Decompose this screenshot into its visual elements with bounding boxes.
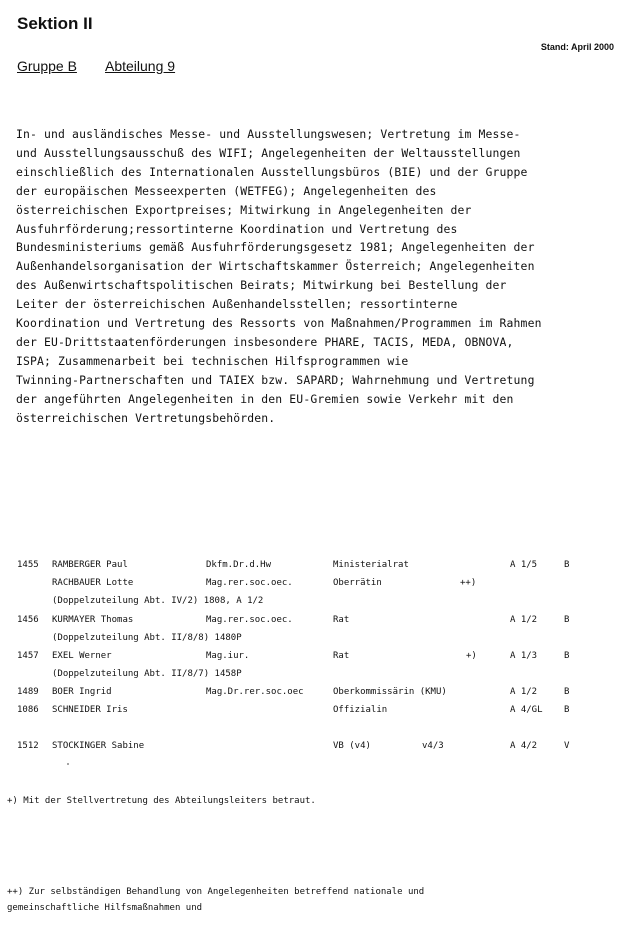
footnote-line: gemeinschaftliche Hilfsmaßnahmen und [7,903,203,913]
staff-code: V [564,741,570,751]
status-date: Stand: April 2000 [540,42,614,52]
staff-function: Oberkommissärin (KMU) [333,687,447,697]
footnote-plus: +) Mit der Stellvertretung des Abteilungsleiters betraut. [7,796,316,806]
scan-speck [67,763,69,765]
staff-name: SCHNEIDER Iris [52,705,128,715]
staff-number: 1457 [17,651,39,661]
footnote-mark: ++) [460,578,477,588]
staff-function: Offizialin [333,705,388,715]
staff-row [0,615,622,629]
staff-extra: v4/3 [422,741,444,751]
staff-code: B [564,560,570,570]
staff-number: 1086 [17,705,39,715]
department-heading: Abteilung 9 [105,58,176,74]
staff-row [0,705,622,719]
staff-row [0,741,622,755]
staff-row [0,687,622,701]
staff-number: 1512 [17,741,39,751]
staff-grade: A 1/2 [510,687,538,697]
staff-name: KURMAYER Thomas [52,615,134,625]
staff-grade: A 4/GL [510,705,543,715]
staff-code: B [564,615,570,625]
staff-note: (Doppelzuteilung Abt. II/8/7) 1458P [52,669,242,679]
staff-note-row [0,669,622,683]
staff-name: EXEL Werner [52,651,112,661]
staff-grade: A 4/2 [510,741,538,751]
staff-title: Dkfm.Dr.d.Hw [206,560,272,570]
staff-title: Mag.Dr.rer.soc.oec [206,687,304,697]
section-title: Sektion II [17,14,93,33]
staff-code: B [564,651,570,661]
staff-title: Mag.rer.soc.oec. [206,578,293,588]
responsibilities-paragraph [16,125,616,428]
staff-function: Oberrätin [333,578,382,588]
staff-function: VB (v4) [333,741,371,751]
staff-title: Mag.rer.soc.oec. [206,615,293,625]
staff-function: Rat [333,651,350,661]
paragraph-line: österreichischen Vertretungsbehörden. [16,410,276,425]
footnote-line: ++) Zur selbständigen Behandlung von Angelegenheiten betreffend nationale und [7,887,425,897]
staff-grade: A 1/5 [510,560,538,570]
staff-row [0,651,622,665]
paragraph-line: österreichischen Exportpreises; Mitwirkung in Angelegenheiten der [16,202,472,217]
footnote-plusplus [7,884,424,916]
staff-title: Mag.iur. [206,651,250,661]
staff-code: B [564,705,570,715]
paragraph-line: Koordination und Vertretung des Ressorts von Maßnahmen/Programmen im Rahmen [16,316,542,331]
paragraph-line: Ausfuhrförderung;ressortinterne Koordination und Vertretung des [16,221,458,236]
paragraph-line: Außenhandelsorganisation der Wirtschaftskammer Österreich; Angelegenheiten [16,259,535,274]
staff-grade: A 1/3 [510,651,538,661]
staff-number: 1456 [17,615,39,625]
staff-name: RACHBAUER Lotte [52,578,134,588]
staff-function: Rat [333,615,350,625]
staff-function: Ministerialrat [333,560,409,570]
paragraph-line: und Ausstellungsausschuß des WIFI; Angelegenheiten der Weltausstellungen [16,145,521,160]
staff-note-row [0,596,622,610]
staff-row [0,560,622,574]
staff-name: BOER Ingrid [52,687,112,697]
staff-number: 1489 [17,687,39,697]
paragraph-line: Twinning-Partnerschaften und TAIEX bzw. SAPARD; Wahrnehmung und Vertretung [16,372,535,387]
paragraph-line: des Außenwirtschaftspolitischen Beirats; Mitwirkung bei Bestellung der [16,278,507,293]
paragraph-line: ISPA; Zusammenarbeit bei technischen Hilfsprogrammen wie [16,353,409,368]
paragraph-line: der angeführten Angelegenheiten in den EU-Gremien sowie Verkehr mit den [16,391,514,406]
footnote-mark: +) [466,651,477,661]
staff-number: 1455 [17,560,39,570]
paragraph-line: der europäischen Messeexperten (WETFEG); Angelegenheiten des [16,183,437,198]
staff-name: RAMBERGER Paul [52,560,128,570]
staff-name: STOCKINGER Sabine [52,741,145,751]
paragraph-line: der EU-Drittstaatenförderungen insbesondere PHARE, TACIS, MEDA, OBNOVA, [16,334,514,349]
staff-row [0,578,622,592]
staff-note: (Doppelzuteilung Abt. IV/2) 1808, A 1/2 [52,596,264,606]
paragraph-line: einschließlich des Internationalen Ausstellungsbüros (BIE) und der Gruppe [16,164,528,179]
staff-grade: A 1/2 [510,615,538,625]
group-heading: Gruppe B [17,58,77,74]
paragraph-line: Leiter der österreichischen Außenhandelsstellen; ressortinterne [16,297,458,312]
paragraph-line: Bundesministeriums gemäß Ausfuhrförderungsgesetz 1981; Angelegenheiten der [16,240,535,255]
staff-code: B [564,687,570,697]
staff-note: (Doppelzuteilung Abt. II/8/8) 1480P [52,633,242,643]
staff-note-row [0,633,622,647]
paragraph-line: In- und ausländisches Messe- und Ausstellungswesen; Vertretung im Messe- [16,127,521,141]
